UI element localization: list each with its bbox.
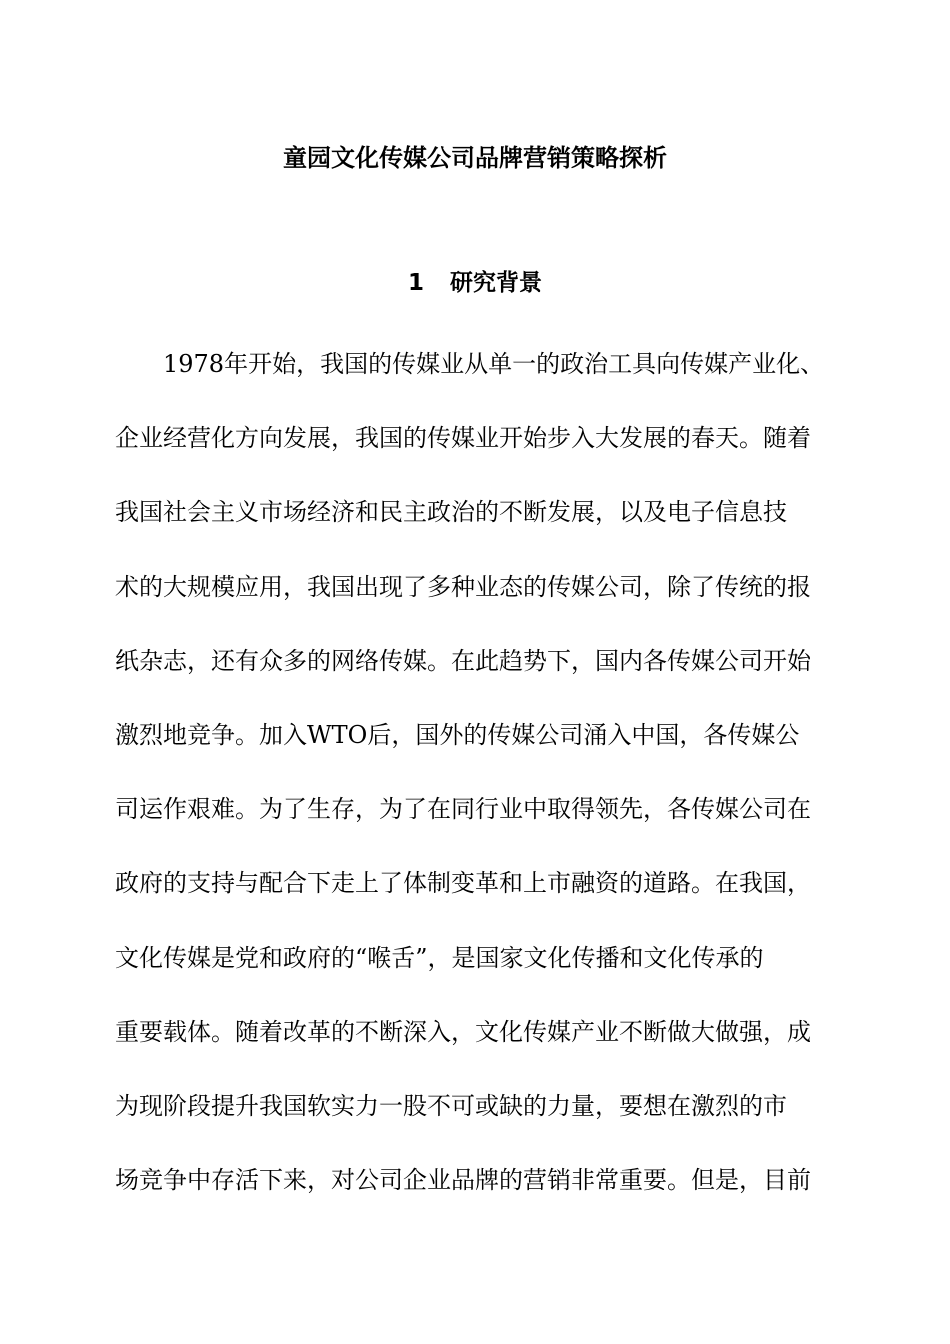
paragraph-line: 企业经营化方向发展，我国的传媒业开始步入大发展的春天。随着 [115, 424, 811, 453]
section-heading [0, 265, 950, 301]
paragraph-line: 重要载体。随着改革的不断深入，文化传媒产业不断做大做强，成 [115, 1017, 811, 1046]
paragraph-line: 文化传媒是党和政府的“喉舌”，是国家文化传播和文化传承的 [115, 943, 764, 972]
paragraph-line: 为现阶段提升我国软实力一股不可或缺的力量，要想在激烈的市 [115, 1091, 787, 1120]
paragraph-line: 纸杂志，还有众多的网络传媒。在此趋势下，国内各传媒公司开始 [115, 646, 811, 675]
paragraph-line: 场竞争中存活下来，对公司企业品牌的营销非常重要。但是，目前 [115, 1166, 811, 1195]
paragraph-line: 政府的支持与配合下走上了体制变革和上市融资的道路。在我国， [115, 869, 811, 898]
paragraph-line: 术的大规模应用，我国出现了多种业态的传媒公司，除了传统的报 [115, 572, 811, 601]
paragraph-line: 1978年开始，我国的传媒业从单一的政治工具向传媒产业化、 [163, 350, 825, 378]
body-paragraph [115, 342, 850, 1232]
paragraph-line: 我国社会主义市场经济和民主政治的不断发展，以及电子信息技 [115, 498, 787, 527]
section-title: 研究背景 [450, 270, 542, 296]
paragraph-line: 激烈地竞争。加入WTO后，国外的传媒公司涌入中国，各传媒公 [115, 720, 800, 749]
paragraph-line: 司运作艰难。为了生存，为了在同行业中取得领先，各传媒公司在 [115, 795, 811, 824]
document-title: 童园文化传媒公司品牌营销策略探析 [283, 144, 667, 172]
section-number: 1 [407, 270, 424, 296]
